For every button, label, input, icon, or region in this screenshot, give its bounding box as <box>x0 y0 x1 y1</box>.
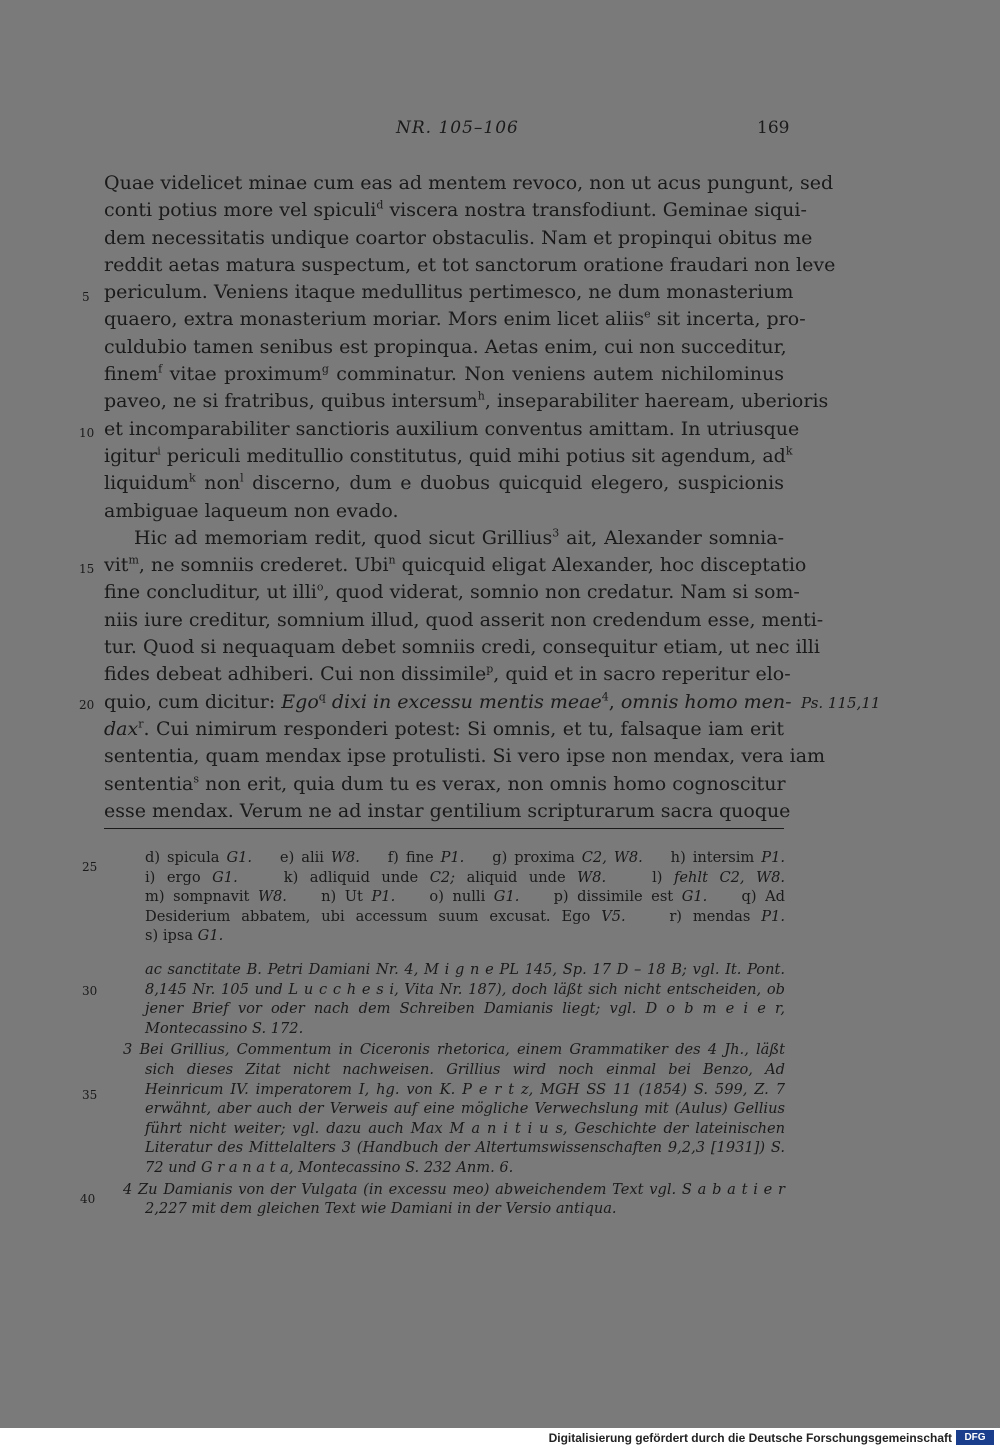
running-title: NR. 105–106 <box>396 118 519 138</box>
text-line: Quae videlicet minae cum eas ad mentem revoco, non ut acus pungunt, sed <box>104 172 834 194</box>
footnote-rule <box>104 828 784 829</box>
apparatus-line: d) spicula G1. e) alii W8. f) fine P1. g) proxima C2, W8. h) intersim P1. <box>145 849 785 866</box>
line-number: 20 <box>79 698 95 712</box>
line-number: 5 <box>82 290 90 304</box>
line-number: 15 <box>79 562 95 576</box>
note-4: 4 Zu Damianis von der Vulgata (in excessu meo) abweichendem Text vgl. S a b a t i e r 2,227 mit dem gleichen Text wie Damiani in der Versio antiqua. <box>123 1180 785 1218</box>
text-line: reddit aetas matura suspectum, et tot sanctorum oratione fraudari non leve <box>104 253 836 276</box>
text-line: niis iure creditur, somnium illud, quod asserit non credendum esse, menti- <box>104 608 824 631</box>
text-line: et incomparabiliter sanctioris auxilium conventus amittam. In utriusque <box>104 417 800 440</box>
dfg-logo-icon: DFG <box>956 1430 994 1445</box>
text-line: quaero, extra monasterium moriar. Mors enim licet aliis$^e$ sit incerta, pro- <box>104 308 806 331</box>
text-line: paveo, ne si fratribus, quibus intersum$^h$, inseparabiliter haeream, uberioris <box>104 390 829 413</box>
text-line: dem necessitatis undique coartor obstaculis. Nam et propinqui obitus me <box>104 226 813 249</box>
funding-notice: Digitalisierung gefördert durch die Deutsche Forschungsgemeinschaft <box>548 1431 952 1445</box>
apparatus-line: s) ipsa G1. <box>145 927 224 944</box>
line-number: 35 <box>82 1088 98 1102</box>
text-line: vit$^m$, ne somniis crederet. Ubi$^n$ quicquid eligat Alexander, hoc disceptatio <box>104 553 807 577</box>
text-line: fides debeat adhiberi. Cui non dissimile$^p$, quid et in sacro reperitur elo- <box>104 663 791 686</box>
critical-apparatus <box>145 848 785 946</box>
line-number: 30 <box>82 984 98 998</box>
text-line: tur. Quod si nequaquam debet somniis credi, consequitur etiam, ut nec illi <box>104 636 820 659</box>
apparatus-line: Desiderium abbatem, ubi accessum suum excusat. Ego V5. r) mendas P1. <box>145 907 785 925</box>
text-line: fine concluditur, ut illi$^o$, quod viderat, somnio non credatur. Nam si som- <box>104 581 800 604</box>
text-line: liquidum$^k$ non$^l$ discerno, dum e duobus quicquid elegero, suspicionis <box>104 471 784 495</box>
text-line: sententia, quam mendax ipse protulisti. Si vero ipse non mendax, vera iam <box>104 745 826 768</box>
text-line: sententia$^s$ non erit, quia dum tu es verax, non omnis homo cognoscitur <box>104 772 786 795</box>
apparatus-line: m) sompnavit W8. n) Ut P1. o) nulli G1. p) dissimile est G1. q) Ad <box>145 888 785 905</box>
page-number: 169 <box>757 118 790 138</box>
text-line: culdubio tamen senibus est propinqua. Aetas enim, cui non succeditur, <box>104 335 787 358</box>
marginal-note: Ps. 115,11 <box>801 694 881 712</box>
footer-bar <box>0 1428 1000 1448</box>
line-number: 40 <box>80 1192 96 1206</box>
note-3: 3 Bei Grillius, Commentum in Ciceronis rhetorica, einem Grammatiker des 4 Jh., läßt sich dieses Zitat nicht nachweisen. Grillius wird noch einmal bei Benzo, Ad Heinricum IV. imperatorem I, hg. von K. P e r t z, MGH SS 11 (1854) S. 599, Z. 7 erwähnt, aber auch der Verweis auf eine mögliche Verwechslung mit (Aulus) Gellius führt nicht weiter; vgl. dazu auch Max M a n i t i u s, Geschichte der lateinischen Literatur des Mittelalters 3 (Handbuch der Altertumswissenschaften 9,2,3 [1931]) S. 72 und G r a n a t a, Montecassino S. 232 Anm. 6. <box>123 1041 785 1176</box>
text-line: igitur$^i$ periculi meditullio constitutus, quid mihi potius sit agendum, $ad^k$ <box>104 444 793 467</box>
line-number: 25 <box>82 860 98 874</box>
text-line: esse mendax. Verum ne ad instar gentilium scripturarum sacra quoque <box>104 799 791 822</box>
text-line: ambiguae laqueum non evado. <box>104 499 399 522</box>
text-line: Hic ad memoriam redit, quod sicut Grillius$^3$ ait, Alexander somnia- <box>134 526 785 549</box>
text-line: dax$^r$. Cui nimirum responderi potest: Si omnis, et tu, falsaque iam erit <box>104 717 784 740</box>
text-line: conti potius more vel spiculi$^d$ viscera nostra transfodiunt. Geminae siqui- <box>104 198 807 222</box>
text-line: finem$^f$ vitae proximum$^g$ comminatur. Non veniens autem nichilominus <box>104 362 784 386</box>
note-continued: ac sanctitate B. Petri Damiani Nr. 4, M i g n e PL 145, Sp. 17 D – 18 B; vgl. It. Pont. 8,145 Nr. 105 und L u c c h e s i, Vita Nr. 187), doch läßt sich nicht entscheiden, ob jener Brief vor oder nach dem Schreiben Damianis liegt; vgl. D o b m e i e r, Montecassino S. 172. <box>145 961 785 1037</box>
apparatus-line: i) ergo G1. k) adliquid unde C2; aliquid unde W8. l) fehlt C2, W8. <box>145 868 785 886</box>
text-line: periculum. Veniens itaque medullitus pertimesco, ne dum monasterium <box>104 281 794 304</box>
commentary-notes <box>104 960 785 1219</box>
text-line: quio, cum dicitur: Ego$^q$ dixi in excessu mentis meae$^4$, omnis homo men- <box>104 690 792 713</box>
line-number: 10 <box>79 426 95 440</box>
main-text <box>104 170 836 825</box>
